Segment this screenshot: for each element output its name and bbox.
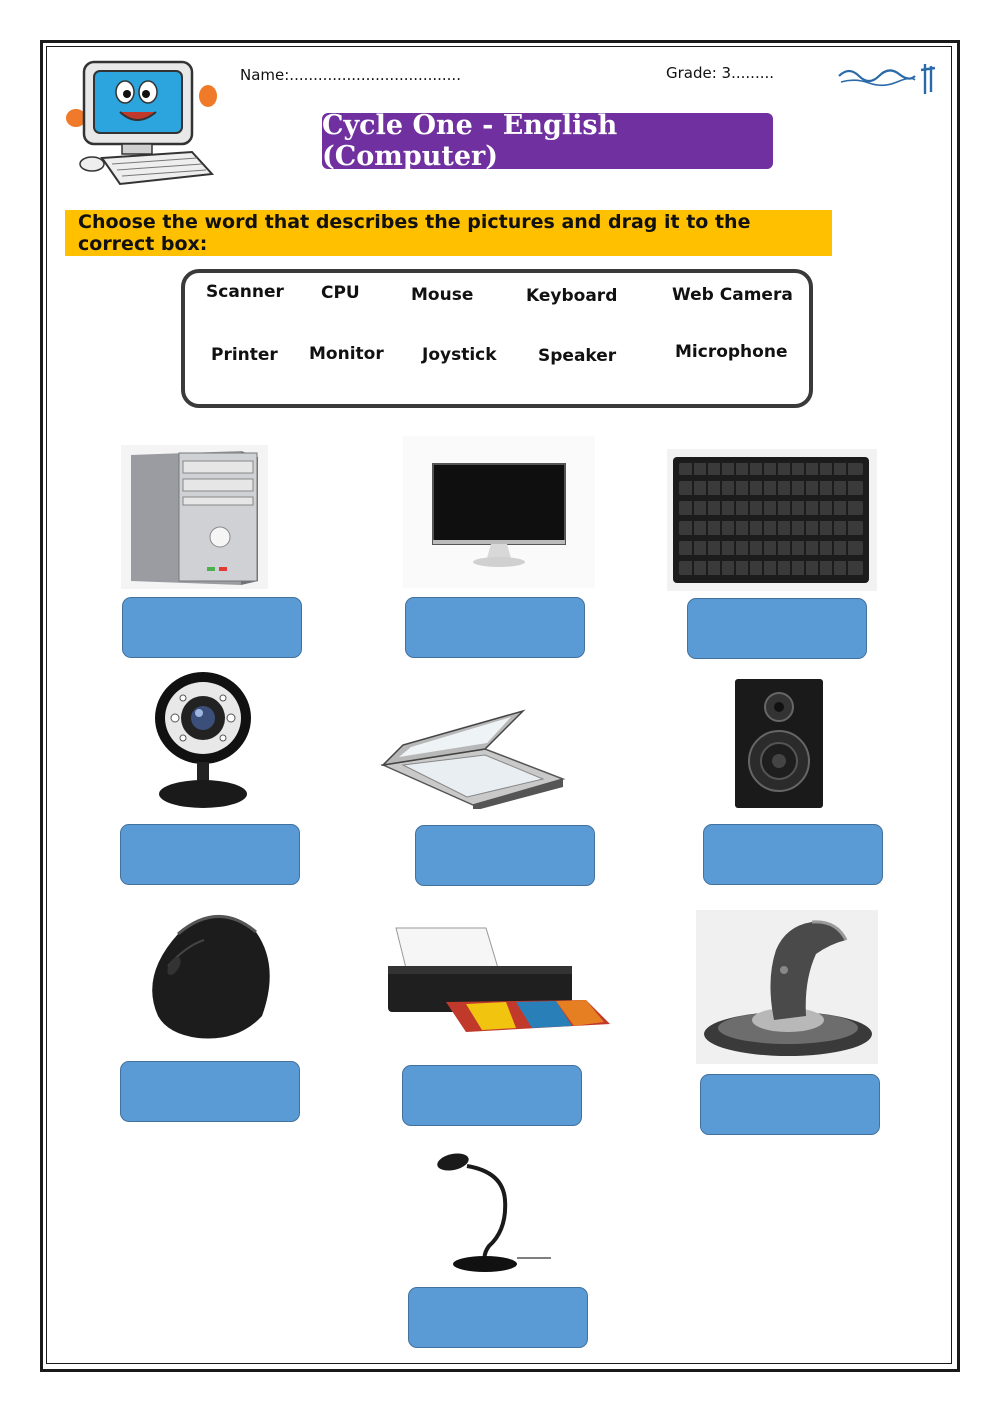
computer-mascot-icon	[62, 56, 222, 191]
answer-box-monitor[interactable]	[405, 597, 585, 658]
word-keyboard[interactable]: Keyboard	[526, 286, 618, 306]
joystick-icon	[696, 910, 878, 1064]
keyboard-icon	[667, 449, 877, 591]
cpu-tower-icon	[121, 445, 268, 589]
speaker-icon	[733, 677, 825, 810]
answer-box-scanner[interactable]	[415, 825, 595, 886]
school-logo	[835, 56, 940, 100]
word-web-camera[interactable]: Web Camera	[672, 285, 793, 305]
answer-box-webcam[interactable]	[120, 824, 300, 885]
webcam-icon	[150, 668, 256, 813]
instruction-text: Choose the word that describes the pictures and drag it to the correct box:	[65, 210, 832, 256]
word-cpu[interactable]: CPU	[321, 283, 360, 303]
grade-field: Grade: 3.........	[666, 64, 775, 82]
student-name-field: Name:....................................	[240, 66, 461, 84]
monitor-icon	[403, 436, 595, 588]
word-monitor[interactable]: Monitor	[309, 344, 384, 364]
answer-box-keyboard[interactable]	[687, 598, 867, 659]
scanner-icon	[377, 705, 567, 809]
microphone-icon	[433, 1150, 555, 1276]
word-scanner[interactable]: Scanner	[206, 282, 284, 302]
answer-box-microphone[interactable]	[408, 1287, 588, 1348]
answer-box-cpu[interactable]	[122, 597, 302, 658]
word-joystick[interactable]: Joystick	[422, 345, 497, 365]
school-logo-icon	[835, 56, 940, 100]
mouse-icon	[138, 906, 278, 1044]
word-microphone[interactable]: Microphone	[675, 342, 788, 362]
answer-box-printer[interactable]	[402, 1065, 582, 1126]
word-speaker[interactable]: Speaker	[538, 346, 617, 366]
printer-icon	[386, 926, 612, 1034]
answer-box-joystick[interactable]	[700, 1074, 880, 1135]
answer-box-speaker[interactable]	[703, 824, 883, 885]
page-title: Cycle One - English (Computer)	[322, 113, 773, 169]
word-mouse[interactable]: Mouse	[411, 285, 474, 305]
answer-box-mouse[interactable]	[120, 1061, 300, 1122]
word-printer[interactable]: Printer	[211, 345, 278, 365]
